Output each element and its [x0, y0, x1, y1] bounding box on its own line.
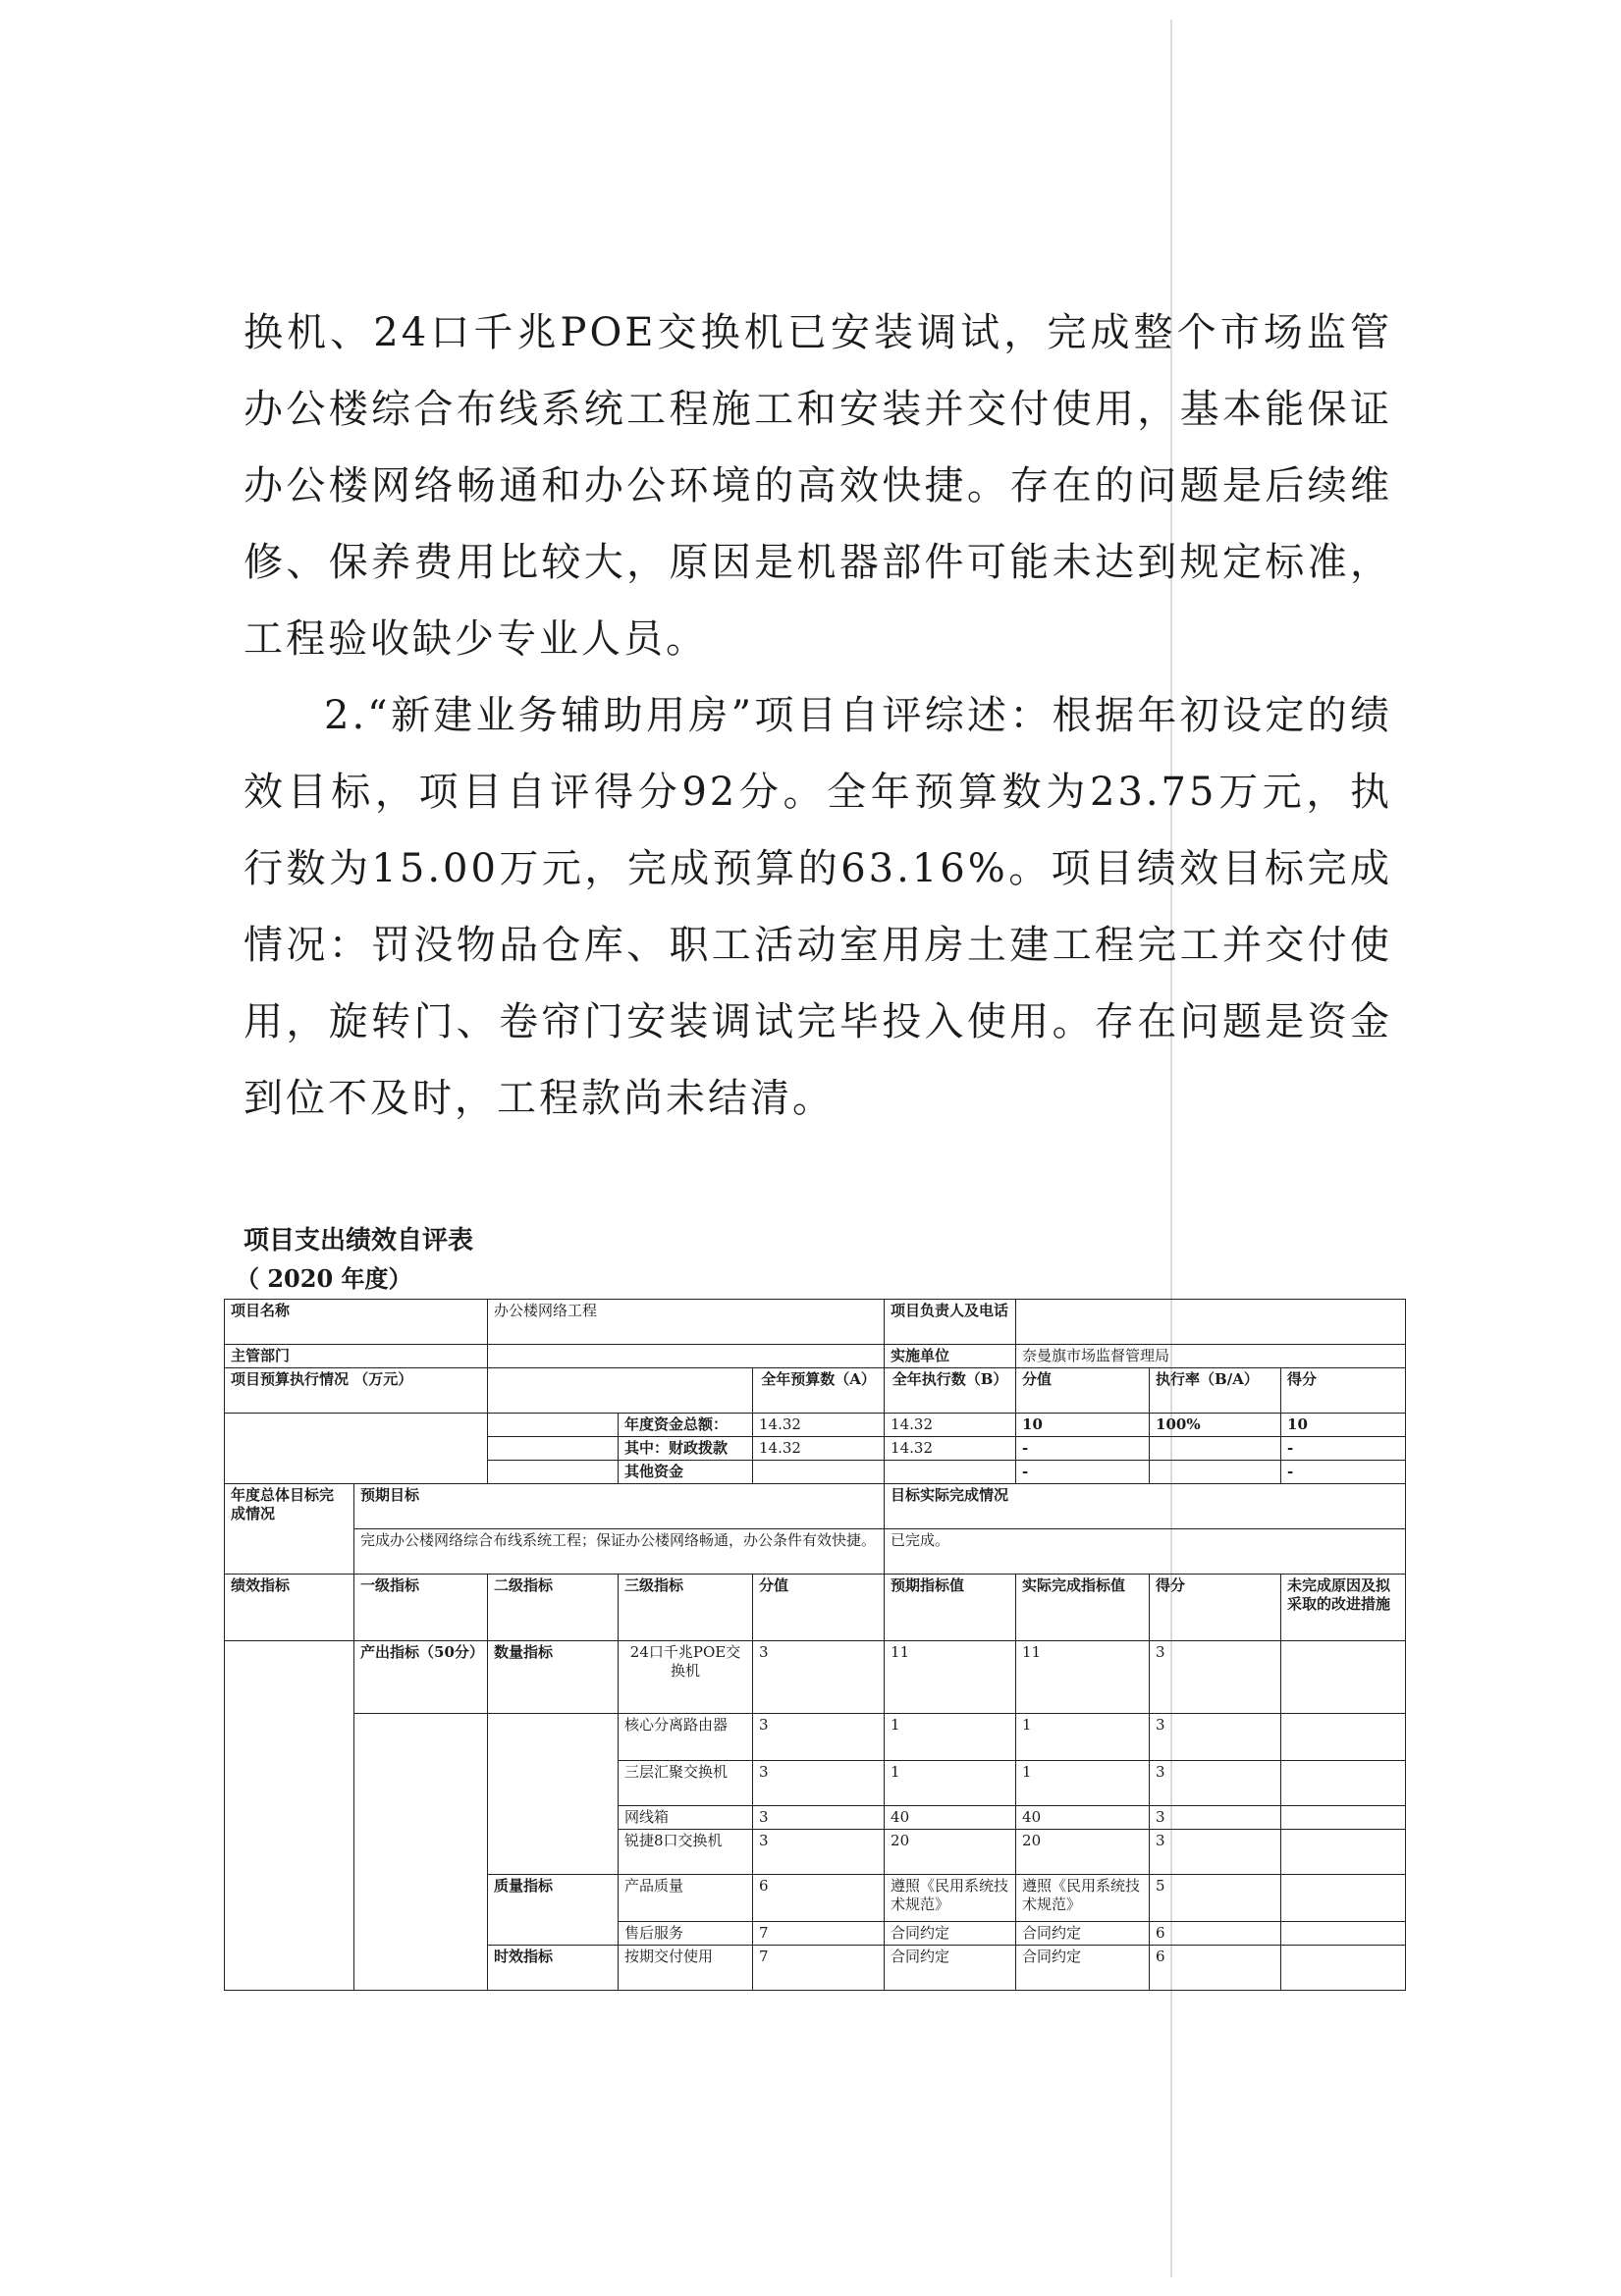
budget-row-label: 其中：财政拨款	[619, 1437, 753, 1461]
level3-name: 核心分离路由器	[619, 1714, 753, 1761]
row-actual: 合同约定	[1016, 1946, 1150, 1991]
ind-header: 绩效指标	[225, 1575, 354, 1641]
budget-row-label: 年度资金总额：	[619, 1414, 753, 1437]
row-actual: 1	[1016, 1761, 1150, 1806]
actual-goal-text: 已完成。	[885, 1529, 1406, 1575]
level3-name: 产品质量	[619, 1875, 753, 1922]
budget-row-score: -	[1281, 1437, 1406, 1461]
level3-name: 三层汇聚交换机	[619, 1761, 753, 1806]
budget-row-b: 14.32	[885, 1437, 1016, 1461]
budget-row-rate	[1150, 1437, 1281, 1461]
row-score-max: 3	[753, 1714, 885, 1761]
table-row	[225, 1641, 1406, 1714]
ind-header: 二级指标	[488, 1575, 619, 1641]
row-expected: 20	[885, 1830, 1016, 1875]
row-expected: 合同约定	[885, 1946, 1016, 1991]
row-expected: 1	[885, 1714, 1016, 1761]
budget-row-score-max: 10	[1016, 1414, 1150, 1437]
row-score-max: 3	[753, 1761, 885, 1806]
row-score: 5	[1150, 1875, 1281, 1922]
level3-name: 售后服务	[619, 1922, 753, 1946]
level3-name: 锐捷8口交换机	[619, 1830, 753, 1875]
row-actual: 11	[1016, 1641, 1150, 1714]
leader-label: 项目负责人及电话	[885, 1300, 1016, 1345]
ind-header: 分值	[753, 1575, 885, 1641]
level3-name: 24口千兆POE交换机	[619, 1641, 753, 1714]
row-actual: 40	[1016, 1806, 1150, 1830]
level2-quality: 质量指标	[488, 1875, 619, 1946]
budget-row-rate	[1150, 1461, 1281, 1484]
ind-header: 预期指标值	[885, 1575, 1016, 1641]
budget-row-score: 10	[1281, 1414, 1406, 1437]
budget-header-a: 全年预算数（A）	[753, 1368, 885, 1414]
budget-row-a	[753, 1461, 885, 1484]
level1-output: 产出指标（50分）	[354, 1641, 488, 1714]
budget-row	[225, 1414, 1406, 1437]
budget-row-score-max: -	[1016, 1461, 1150, 1484]
budget-header-score: 得分	[1281, 1368, 1406, 1414]
performance-table	[224, 1299, 1406, 1991]
level3-name: 网线箱	[619, 1806, 753, 1830]
ind-header: 实际完成指标值	[1016, 1575, 1150, 1641]
budget-row-label: 其他资金	[619, 1461, 753, 1484]
paragraph-1: 换机、24口千兆POE交换机已安装调试，完成整个市场监管办公楼综合布线系统工程施工和安装并交付使用，基本能保证办公楼网络畅通和办公环境的高效快捷。存在的问题是后续维修、保养费用比较大，原因是机器部件可能未达到规定标准，工程验收缺少专业人员。	[243, 310, 1392, 662]
ind-header: 未完成原因及拟采取的改进措施	[1281, 1575, 1406, 1641]
row-expected: 合同约定	[885, 1922, 1016, 1946]
budget-row-b	[885, 1461, 1016, 1484]
expected-goal-text: 完成办公楼网络综合布线系统工程；保证办公楼网络畅通，办公条件有效快捷。	[354, 1529, 885, 1575]
leader-value	[1016, 1300, 1406, 1345]
impl-label: 实施单位	[885, 1345, 1016, 1368]
row-actual: 遵照《民用系统技术规范》	[1016, 1875, 1150, 1922]
row-score: 3	[1150, 1714, 1281, 1761]
budget-row-score: -	[1281, 1461, 1406, 1484]
budget-header-b: 全年执行数（B）	[885, 1368, 1016, 1414]
row-score: 6	[1150, 1946, 1281, 1991]
goal-label: 年度总体目标完成情况	[225, 1484, 354, 1575]
impl-value: 奈曼旗市场监督管理局	[1016, 1345, 1406, 1368]
row-score-max: 7	[753, 1922, 885, 1946]
dept-value	[488, 1345, 885, 1368]
row-score: 6	[1150, 1922, 1281, 1946]
row-expected: 1	[885, 1761, 1016, 1806]
row-score: 3	[1150, 1761, 1281, 1806]
budget-row-a: 14.32	[753, 1414, 885, 1437]
table-title: 项目支出绩效自评表	[243, 1226, 474, 1255]
table-row	[225, 1714, 1406, 1761]
level3-name: 按期交付使用	[619, 1946, 753, 1991]
row-expected: 40	[885, 1806, 1016, 1830]
ind-header: 得分	[1150, 1575, 1281, 1641]
budget-header-score-max: 分值	[1016, 1368, 1150, 1414]
actual-goal-label: 目标实际完成情况	[885, 1484, 1406, 1529]
row-actual: 合同约定	[1016, 1922, 1150, 1946]
project-name: 办公楼网络工程	[488, 1300, 885, 1345]
expected-goal-label: 预期目标	[354, 1484, 885, 1529]
budget-label: 项目预算执行情况 （万元）	[225, 1368, 488, 1414]
row-score: 3	[1150, 1806, 1281, 1830]
ind-header: 三级指标	[619, 1575, 753, 1641]
project-name-label: 项目名称	[225, 1300, 488, 1345]
row-actual: 20	[1016, 1830, 1150, 1875]
budget-row-rate: 100%	[1150, 1414, 1281, 1437]
paragraph-2: 2.“新建业务辅助用房”项目自评综述：根据年初设定的绩效目标，项目自评得分92分。全年预算数为23.75万元，执行数为15.00万元，完成预算的63.16%。项目绩效目标完成情况：罚没物品仓库、职工活动室用房土建工程完工并交付使用，旋转门、卷帘门安装调试完毕投入使用。存在问题是资金到位不及时，工程款尚未结清。	[243, 693, 1392, 1121]
row-expected: 11	[885, 1641, 1016, 1714]
row-score-max: 3	[753, 1830, 885, 1875]
level2-time: 时效指标	[488, 1946, 619, 1991]
budget-row-score-max: -	[1016, 1437, 1150, 1461]
budget-row-a: 14.32	[753, 1437, 885, 1461]
ind-header: 一级指标	[354, 1575, 488, 1641]
row-score-max: 6	[753, 1875, 885, 1922]
row-score-max: 3	[753, 1641, 885, 1714]
row-actual: 1	[1016, 1714, 1150, 1761]
level2-quantity: 数量指标	[488, 1641, 619, 1714]
table-year: （ 2020 年度）	[236, 1264, 412, 1293]
row-score: 3	[1150, 1641, 1281, 1714]
row-score: 3	[1150, 1830, 1281, 1875]
body-text	[243, 294, 1392, 1137]
dept-label: 主管部门	[225, 1345, 488, 1368]
budget-row-b: 14.32	[885, 1414, 1016, 1437]
row-expected: 遵照《民用系统技术规范》	[885, 1875, 1016, 1922]
budget-header-rate: 执行率（B/A）	[1150, 1368, 1281, 1414]
row-score-max: 7	[753, 1946, 885, 1991]
row-score-max: 3	[753, 1806, 885, 1830]
